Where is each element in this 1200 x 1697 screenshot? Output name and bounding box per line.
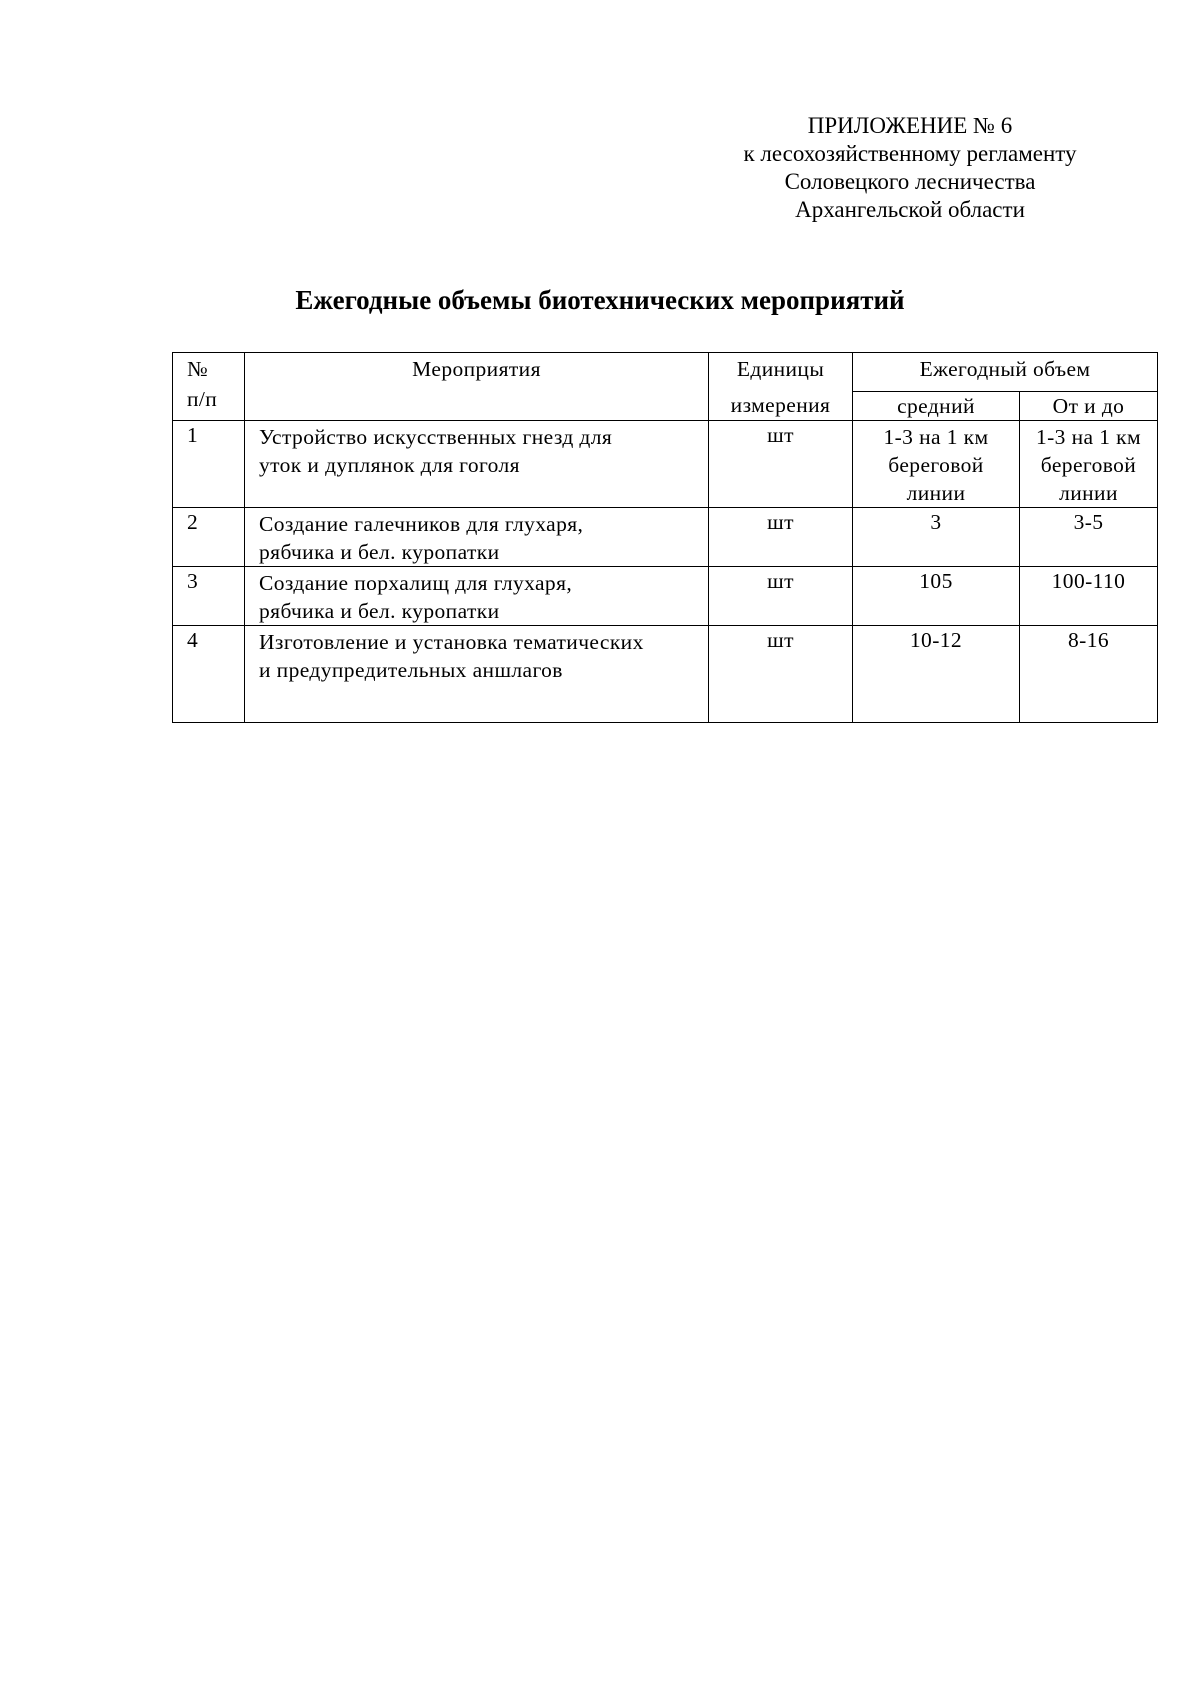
row-activity-line: Устройство искусственных гнезд для	[259, 425, 613, 449]
row-activity-line: Создание галечников для глухаря,	[259, 512, 584, 536]
appendix-header	[700, 112, 1120, 224]
header-activity	[245, 353, 709, 421]
table-row	[173, 508, 1158, 567]
appendix-region: Архангельской области	[795, 197, 1025, 222]
header-annual-volume: Ежегодный объем	[853, 353, 1158, 392]
row-activity-line: уток и дуплянок для гоголя	[259, 453, 520, 477]
row-number: 3	[173, 567, 245, 626]
row-unit: шт	[709, 567, 853, 626]
row-average: 105	[853, 567, 1020, 626]
header-activity-label: Мероприятия	[412, 357, 541, 381]
row-range: 8-16	[1020, 626, 1158, 723]
table-row	[173, 626, 1158, 723]
row-range	[1020, 421, 1158, 508]
row-range: 3-5	[1020, 508, 1158, 567]
appendix-forestry: Соловецкого лесничества	[784, 169, 1036, 194]
row-average-line: линии	[906, 481, 966, 505]
row-average-line: 1-3 на 1 км	[883, 425, 989, 449]
header-range: От и до	[1020, 392, 1158, 421]
row-unit: шт	[709, 421, 853, 508]
row-number: 4	[173, 626, 245, 723]
header-unit	[709, 353, 853, 421]
row-activity-line: и предупредительных аншлагов	[259, 658, 563, 682]
header-number-pp: п/п	[187, 387, 218, 411]
row-activity-line: рябчика и бел. куропатки	[259, 540, 500, 564]
appendix-reference: к лесохозяйственному регламенту	[743, 141, 1077, 166]
header-unit-line1: Единицы	[736, 357, 825, 381]
biotechnical-measures-table	[172, 352, 1158, 723]
header-unit-line2: измерения	[730, 393, 831, 417]
row-average: 10-12	[853, 626, 1020, 723]
row-average: 3	[853, 508, 1020, 567]
row-activity	[245, 508, 709, 567]
row-unit: шт	[709, 626, 853, 723]
row-average	[853, 421, 1020, 508]
row-unit: шт	[709, 508, 853, 567]
row-range: 100-110	[1020, 567, 1158, 626]
row-activity-line: Изготовление и установка тематических	[259, 630, 644, 654]
header-average: средний	[853, 392, 1020, 421]
row-range-line: береговой	[1040, 453, 1137, 477]
row-activity-line: рябчика и бел. куропатки	[259, 599, 500, 623]
header-number-symbol: №	[187, 357, 208, 381]
row-activity-line: Создание порхалищ для глухаря,	[259, 571, 573, 595]
appendix-number: ПРИЛОЖЕНИЕ № 6	[807, 113, 1013, 138]
document-title: Ежегодные объемы биотехнических мероприятий	[295, 285, 905, 315]
row-range-line: линии	[1059, 481, 1118, 505]
row-range-line: 1-3 на 1 км	[1035, 425, 1142, 449]
row-number: 1	[173, 421, 245, 508]
table-row	[173, 421, 1158, 508]
row-activity	[245, 626, 709, 723]
table-header-row	[173, 353, 1158, 392]
table-row	[173, 567, 1158, 626]
row-average-line: береговой	[888, 453, 984, 477]
row-activity	[245, 567, 709, 626]
header-number	[173, 353, 245, 421]
row-activity	[245, 421, 709, 508]
row-number: 2	[173, 508, 245, 567]
